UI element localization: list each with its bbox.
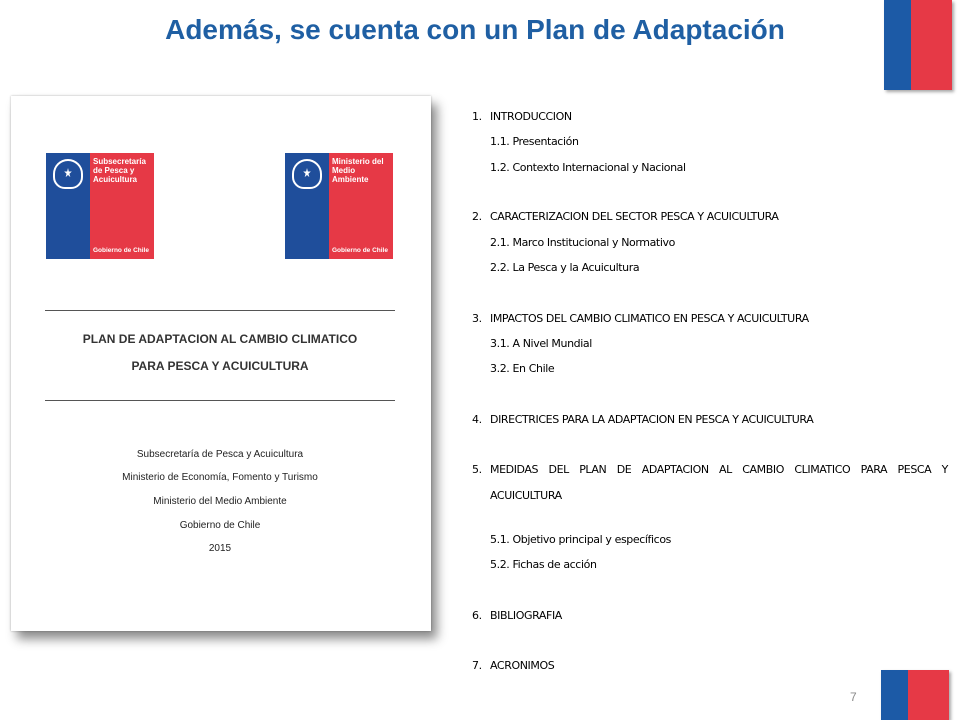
- cover-divider-top: [45, 310, 395, 311]
- toc-subsection: 3.1. A Nivel Mundial: [490, 337, 592, 350]
- toc-subsection: 5.2. Fichas de acción: [490, 558, 597, 571]
- toc-section-label: MEDIDAS DEL PLAN DE ADAPTACION AL CAMBIO CLIMATICO PARA PESCA Y: [490, 463, 948, 476]
- cover-institution: Gobierno de Chile: [179, 520, 261, 531]
- logo-right-line2: Medio: [332, 166, 356, 175]
- cover-divider-bottom: [45, 400, 395, 401]
- logo-left-line3: Acuicultura: [93, 175, 138, 184]
- logo-left-line1: Subsecretaría: [93, 157, 146, 166]
- chile-flag-decoration-bottom: [881, 670, 949, 720]
- toc-subsection: 2.1. Marco Institucional y Normativo: [490, 236, 675, 249]
- chile-flag-decoration-top: [884, 0, 952, 90]
- subpesca-logo: [46, 153, 154, 259]
- logo-right-footer: Gobierno de Chile: [332, 247, 388, 254]
- cover-institution: Subsecretaría de Pesca y Acuicultura: [136, 449, 304, 460]
- toc-section: 4. DIRECTRICES PARA LA ADAPTACION EN PESCA Y ACUICULTURA: [472, 413, 814, 426]
- cover-institution: Ministerio del Medio Ambiente: [153, 496, 287, 507]
- logo-left-line2: de Pesca y: [93, 166, 135, 175]
- logo-left-footer: Gobierno de Chile: [93, 247, 149, 254]
- cover-title-line1: PLAN DE ADAPTACION AL CAMBIO CLIMATICO: [82, 332, 358, 346]
- toc-section: 7. ACRONIMOS: [472, 659, 555, 672]
- toc-subsection: 5.1. Objetivo principal y específicos: [490, 533, 671, 546]
- chile-coat-of-arms-icon: [53, 159, 83, 189]
- toc-subsection: 3.2. En Chile: [490, 362, 555, 375]
- toc-subsection: 1.1. Presentación: [490, 135, 579, 148]
- logo-right-line3: Ambiente: [332, 175, 369, 184]
- toc-subsection: 2.2. La Pesca y la Acuicultura: [490, 261, 640, 274]
- toc-section-label-cont: ACUICULTURA: [490, 489, 562, 502]
- logo-right-line1: Ministerio del: [332, 157, 384, 166]
- chile-coat-of-arms-icon: [292, 159, 322, 189]
- toc-section: 6. BIBLIOGRAFIA: [472, 609, 562, 622]
- toc-subsection: 1.2. Contexto Internacional y Nacional: [490, 161, 686, 174]
- toc-section: 3. IMPACTOS DEL CAMBIO CLIMATICO EN PESCA Y ACUICULTURA: [472, 312, 809, 325]
- document-cover-image: [11, 96, 431, 631]
- page-number: 7: [850, 690, 857, 704]
- slide-title: Además, se cuenta con un Plan de Adaptación: [165, 14, 785, 45]
- toc-section: 2. CARACTERIZACION DEL SECTOR PESCA Y ACUICULTURA: [472, 210, 779, 223]
- toc-section: 5.: [472, 463, 482, 476]
- mma-logo: [285, 153, 393, 259]
- cover-institution: Ministerio de Economía, Fomento y Turismo: [122, 472, 318, 483]
- cover-year: 2015: [208, 543, 232, 554]
- toc-section: 1. INTRODUCCION: [472, 110, 572, 123]
- cover-title-line2: PARA PESCA Y ACUICULTURA: [131, 359, 309, 373]
